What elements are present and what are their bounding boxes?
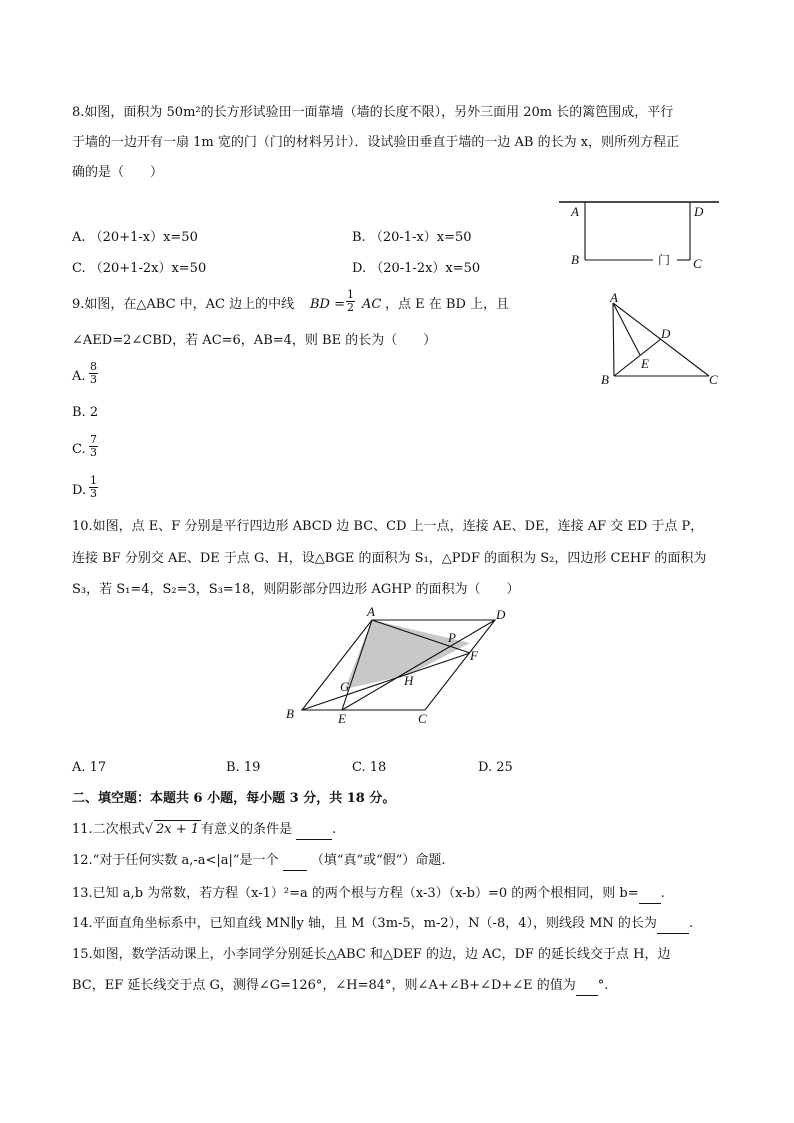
half-numerator: 1 — [347, 288, 354, 301]
option-c-denominator: 3 — [90, 446, 97, 459]
label-b: B — [571, 252, 579, 267]
label-b: B — [601, 372, 609, 387]
label-a: A — [367, 604, 375, 619]
label-d: D — [694, 204, 704, 219]
label-c: C — [418, 711, 427, 726]
option-d-denominator: 3 — [90, 487, 97, 500]
label-g: G — [340, 679, 350, 694]
q8-line2: 于墙的一边开有一扇 1m 宽的门（门的材料另计）．设试验田垂直于墙的一边 AB 的长为 x，则所列方程正 — [72, 135, 680, 150]
label-d: D — [661, 326, 671, 341]
q13-answer-blank[interactable] — [639, 885, 661, 904]
q9-option-d-label: D. — [72, 483, 87, 498]
q15-line2: BC，EF 延长线交于点 G，测得∠G=126°，∠H=84°，则∠A+∠B+∠D+∠E 的值为 — [72, 978, 576, 993]
q15-end: °. — [597, 978, 609, 993]
segment-ae — [613, 303, 640, 355]
q11-radicand: 2x + 1 — [155, 822, 200, 837]
option-c-numerator: 7 — [90, 433, 97, 446]
q8-figure — [555, 196, 725, 276]
q11-line — [72, 820, 336, 840]
q12-line — [72, 852, 446, 871]
q9-line1b: ，点 E 在 BD 上，且 — [385, 297, 509, 312]
q13-end: . — [660, 886, 665, 901]
q10-figure — [280, 602, 520, 728]
q14-line — [72, 915, 693, 934]
q9-option-b: B. 2 — [72, 405, 99, 420]
q10-option-b: B. 19 — [226, 760, 261, 775]
q9-line1a: 9.如图，在△ABC 中，AC 边上的中线 — [72, 297, 295, 312]
q9-ac: AC — [362, 297, 382, 312]
label-c: C — [709, 372, 718, 387]
q11-suffix: 有意义的条件是 — [201, 822, 293, 837]
q14-end: . — [688, 916, 694, 931]
q11-prefix: 11.二次根式 — [72, 822, 145, 837]
label-f: F — [470, 648, 478, 663]
q15-answer-blank[interactable] — [576, 977, 598, 996]
q9-option-d-fraction — [89, 475, 98, 500]
q8-option-b: B. （20-1-x）x=50 — [352, 230, 472, 245]
q8-line3: 确的是（ ） — [72, 165, 164, 180]
q9-option-a-fraction — [89, 361, 98, 386]
q10-option-c: C. 18 — [352, 760, 387, 775]
q8-line1: 8.如图，面积为 50m²的长方形试验田一面靠墙（墙的长度不限），另外三面用 20m 长的篱笆围成，平行 — [72, 105, 674, 120]
option-a-numerator: 8 — [90, 360, 97, 373]
label-b: B — [286, 706, 294, 721]
q10-line1: 10.如图，点 E、F 分别是平行四边形 ABCD 边 BC、CD 上一点，连接 AE、DE，连接 AF 交 ED 于点 P， — [72, 519, 704, 534]
label-c: C — [693, 256, 702, 271]
q10-option-a: A. 17 — [72, 760, 107, 775]
q11-answer-blank[interactable] — [296, 821, 332, 840]
option-a-denominator: 3 — [90, 373, 97, 386]
q15-line2-wrap — [72, 977, 608, 996]
q12-answer-blank[interactable] — [283, 852, 307, 871]
q10-line3: S₃，若 S₁=4，S₂=3，S₃=18，则阴影部分四边形 AGHP 的面积为（ ） — [72, 582, 520, 597]
q9-option-a-label: A. — [72, 369, 86, 384]
q14-answer-blank[interactable] — [657, 915, 689, 934]
q8-option-d: D. （20-1-2x）x=50 — [352, 261, 481, 276]
label-h: H — [404, 673, 414, 688]
q8-option-c: C. （20+1-2x）x=50 — [72, 261, 207, 276]
label-a: A — [571, 204, 579, 219]
sqrt-symbol: √ — [144, 822, 153, 837]
q15-line1: 15.如图，数学活动课上，小李同学分别延长△ABC 和△DEF 的边，边 AC，DF 的延长线交于点 H，边 — [72, 947, 671, 962]
label-e: E — [338, 711, 346, 726]
label-p: P — [448, 630, 456, 645]
median-bd — [614, 339, 661, 376]
label-door: 门 — [658, 253, 671, 267]
q9-bd-eq: BD = — [310, 297, 346, 312]
q9-figure — [596, 289, 726, 391]
q13-line — [72, 885, 665, 904]
q13-text: 13.已知 a,b 为常数，若方程（x-1）²=a 的两个根与方程（x-3）（x-b）=0 的两个根相同，则 b= — [72, 886, 639, 901]
q10-line2: 连接 BF 分别交 AE、DE 于点 G、H，设△BGE 的面积为 S₁，△PDF 的面积为 S₂，四边形 CEHF 的面积为 — [72, 551, 707, 566]
section-title-fill-in: 二、填空题：本题共 6 小题，每小题 3 分，共 18 分。 — [72, 791, 396, 806]
q12-suffix: （填“真”或“假”）命题. — [310, 853, 446, 868]
q9-line2: ∠AED=2∠CBD，若 AC=6，AB=4，则 BE 的长为（ ） — [72, 333, 437, 348]
q12-text: 12.“对于任何实数 a,-a<|a|”是一个 — [72, 853, 279, 868]
label-a: A — [610, 290, 618, 305]
option-d-numerator: 1 — [90, 474, 97, 487]
label-d: D — [496, 607, 506, 622]
half-denominator: 2 — [347, 301, 354, 314]
side-ab — [613, 303, 614, 376]
q9-option-c-label: C. — [72, 442, 86, 457]
q11-end: . — [332, 822, 337, 837]
q14-text: 14.平面直角坐标系中，已知直线 MN∥y 轴，且 M（3m-5，m-2），N（-8，4），则线段 MN 的长为 — [72, 916, 657, 931]
q9-half-fraction — [346, 289, 355, 314]
q10-option-d: D. 25 — [478, 760, 513, 775]
q8-option-a: A. （20+1-x）x=50 — [72, 230, 198, 245]
label-e: E — [641, 356, 649, 371]
q9-option-c-fraction — [89, 434, 98, 459]
